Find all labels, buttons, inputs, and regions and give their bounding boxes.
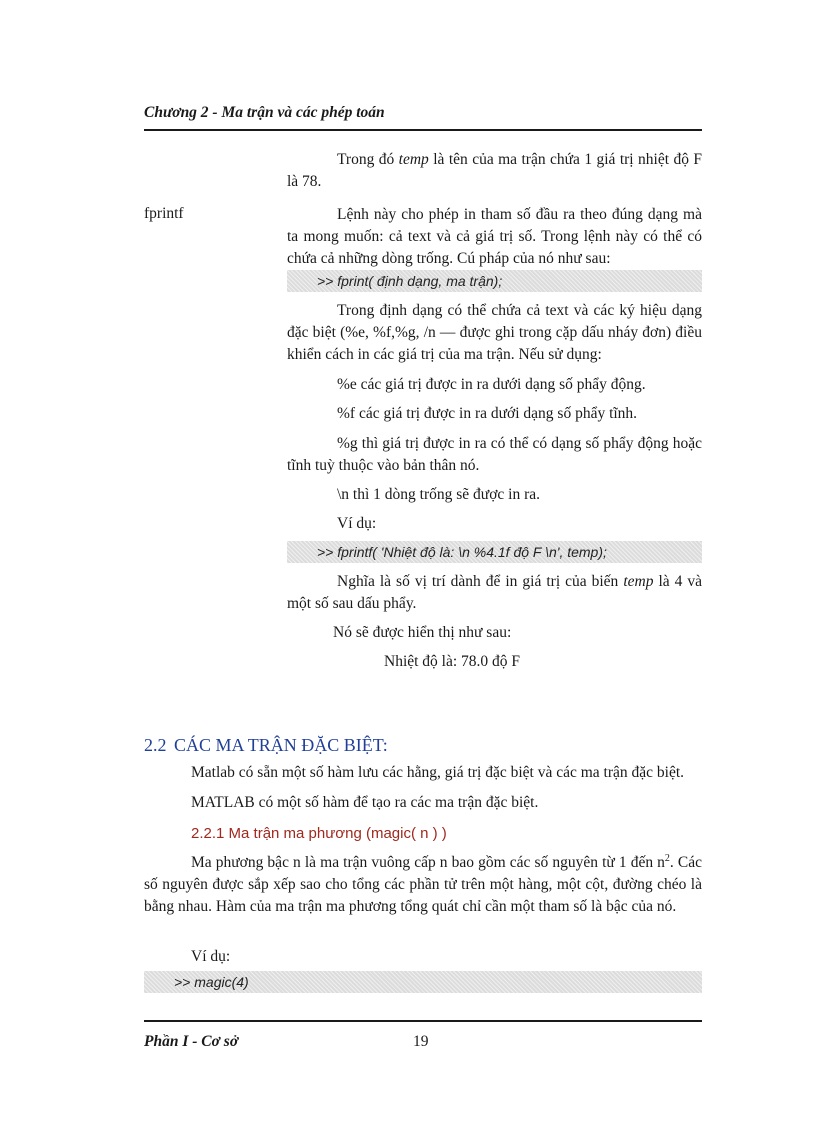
footer-part-label: Phần I - Cơ sở (144, 1033, 239, 1050)
paragraph-special-functions: MATLAB có một số hàm để tạo ra các ma trận đặc biệt. (191, 794, 539, 811)
paragraph-magic-example-label: Ví dụ: (191, 948, 231, 965)
paragraph-display-intro: Nó sẽ được hiển thị như sau: (333, 624, 512, 641)
section-heading: CÁC MA TRẬN ĐẶC BIỆT: (174, 735, 388, 755)
paragraph-format-f: %f các giá trị được in ra dưới dạng số phẩy tĩnh. (337, 405, 638, 422)
subsection-title-magic: 2.2.1 Ma trận ma phương (magic( n ) ) (191, 825, 447, 842)
page-number: 19 (413, 1033, 429, 1050)
section-title (144, 735, 388, 756)
header-rule (144, 129, 702, 131)
paragraph-format-n: \n thì 1 dòng trống sẽ được in ra. (337, 486, 540, 503)
paragraph-fprintf-intro: Lệnh này cho phép in tham số đầu ra theo đúng dạng mà ta mong muốn: cả text và cả giá trị số. Trong lệnh này có thể có chứa cả những dòng trống. Cú pháp của nó như sau: (287, 206, 702, 267)
code-block-fprint-syntax: >> fprint( định dạng, ma trận); (287, 270, 702, 292)
paragraph-format-e: %e các giá trị được in ra dưới dạng số phẩy động. (337, 376, 646, 393)
paragraph-magic-description: Ma phương bậc n là ma trận vuông cấp n bao gồm các số nguyên từ 1 đến $n^2$. Các số nguyên được sắp xếp sao cho tổng các phần tử trên một hàng, một cột, đường chéo là bằng nhau. Hàm của ma trận ma phương tổng quát chỉ cần một tham số là bậc của nó. (144, 852, 702, 915)
section-number: 2.2 (144, 735, 167, 755)
paragraph-format-g: %g thì giá trị được in ra có thể có dạng số phẩy động hoặc tĩnh tuỳ thuộc vào bản thân nó. (287, 435, 702, 474)
footer-rule (144, 1020, 702, 1022)
margin-label-fprintf: fprintf (144, 205, 184, 222)
paragraph-temp: Trong đó temp là tên của ma trận chứa 1 giá trị nhiệt độ F là 78. (287, 151, 702, 190)
paragraph-special-constants: Matlab có sẵn một số hàm lưu các hằng, giá trị đặc biệt và các ma trận đặc biệt. (191, 764, 685, 781)
code-block-fprintf-example: >> fprintf( 'Nhiệt độ là: \n %4.1f độ F \n', temp); (287, 541, 702, 563)
paragraph-format-specifiers: Trong định dạng có thể chứa cả text và các ký hiệu dạng đặc biệt (%e, %f,%g, /n — được ghi trong cặp dấu nháy đơn) điều khiển cách in các giá trị của ma trận. Nếu sử dụng: (287, 302, 702, 363)
chapter-header: Chương 2 - Ma trận và các phép toán (144, 104, 385, 121)
output-example: Nhiệt độ là: 78.0 độ F (384, 653, 521, 670)
code-block-magic: >> magic(4) (144, 971, 702, 993)
paragraph-example-label: Ví dụ: (337, 515, 377, 532)
paragraph-temp-width: Nghĩa là số vị trí dành để in giá trị của biến temp là 4 và một số sau dấu phẩy. (287, 573, 702, 612)
